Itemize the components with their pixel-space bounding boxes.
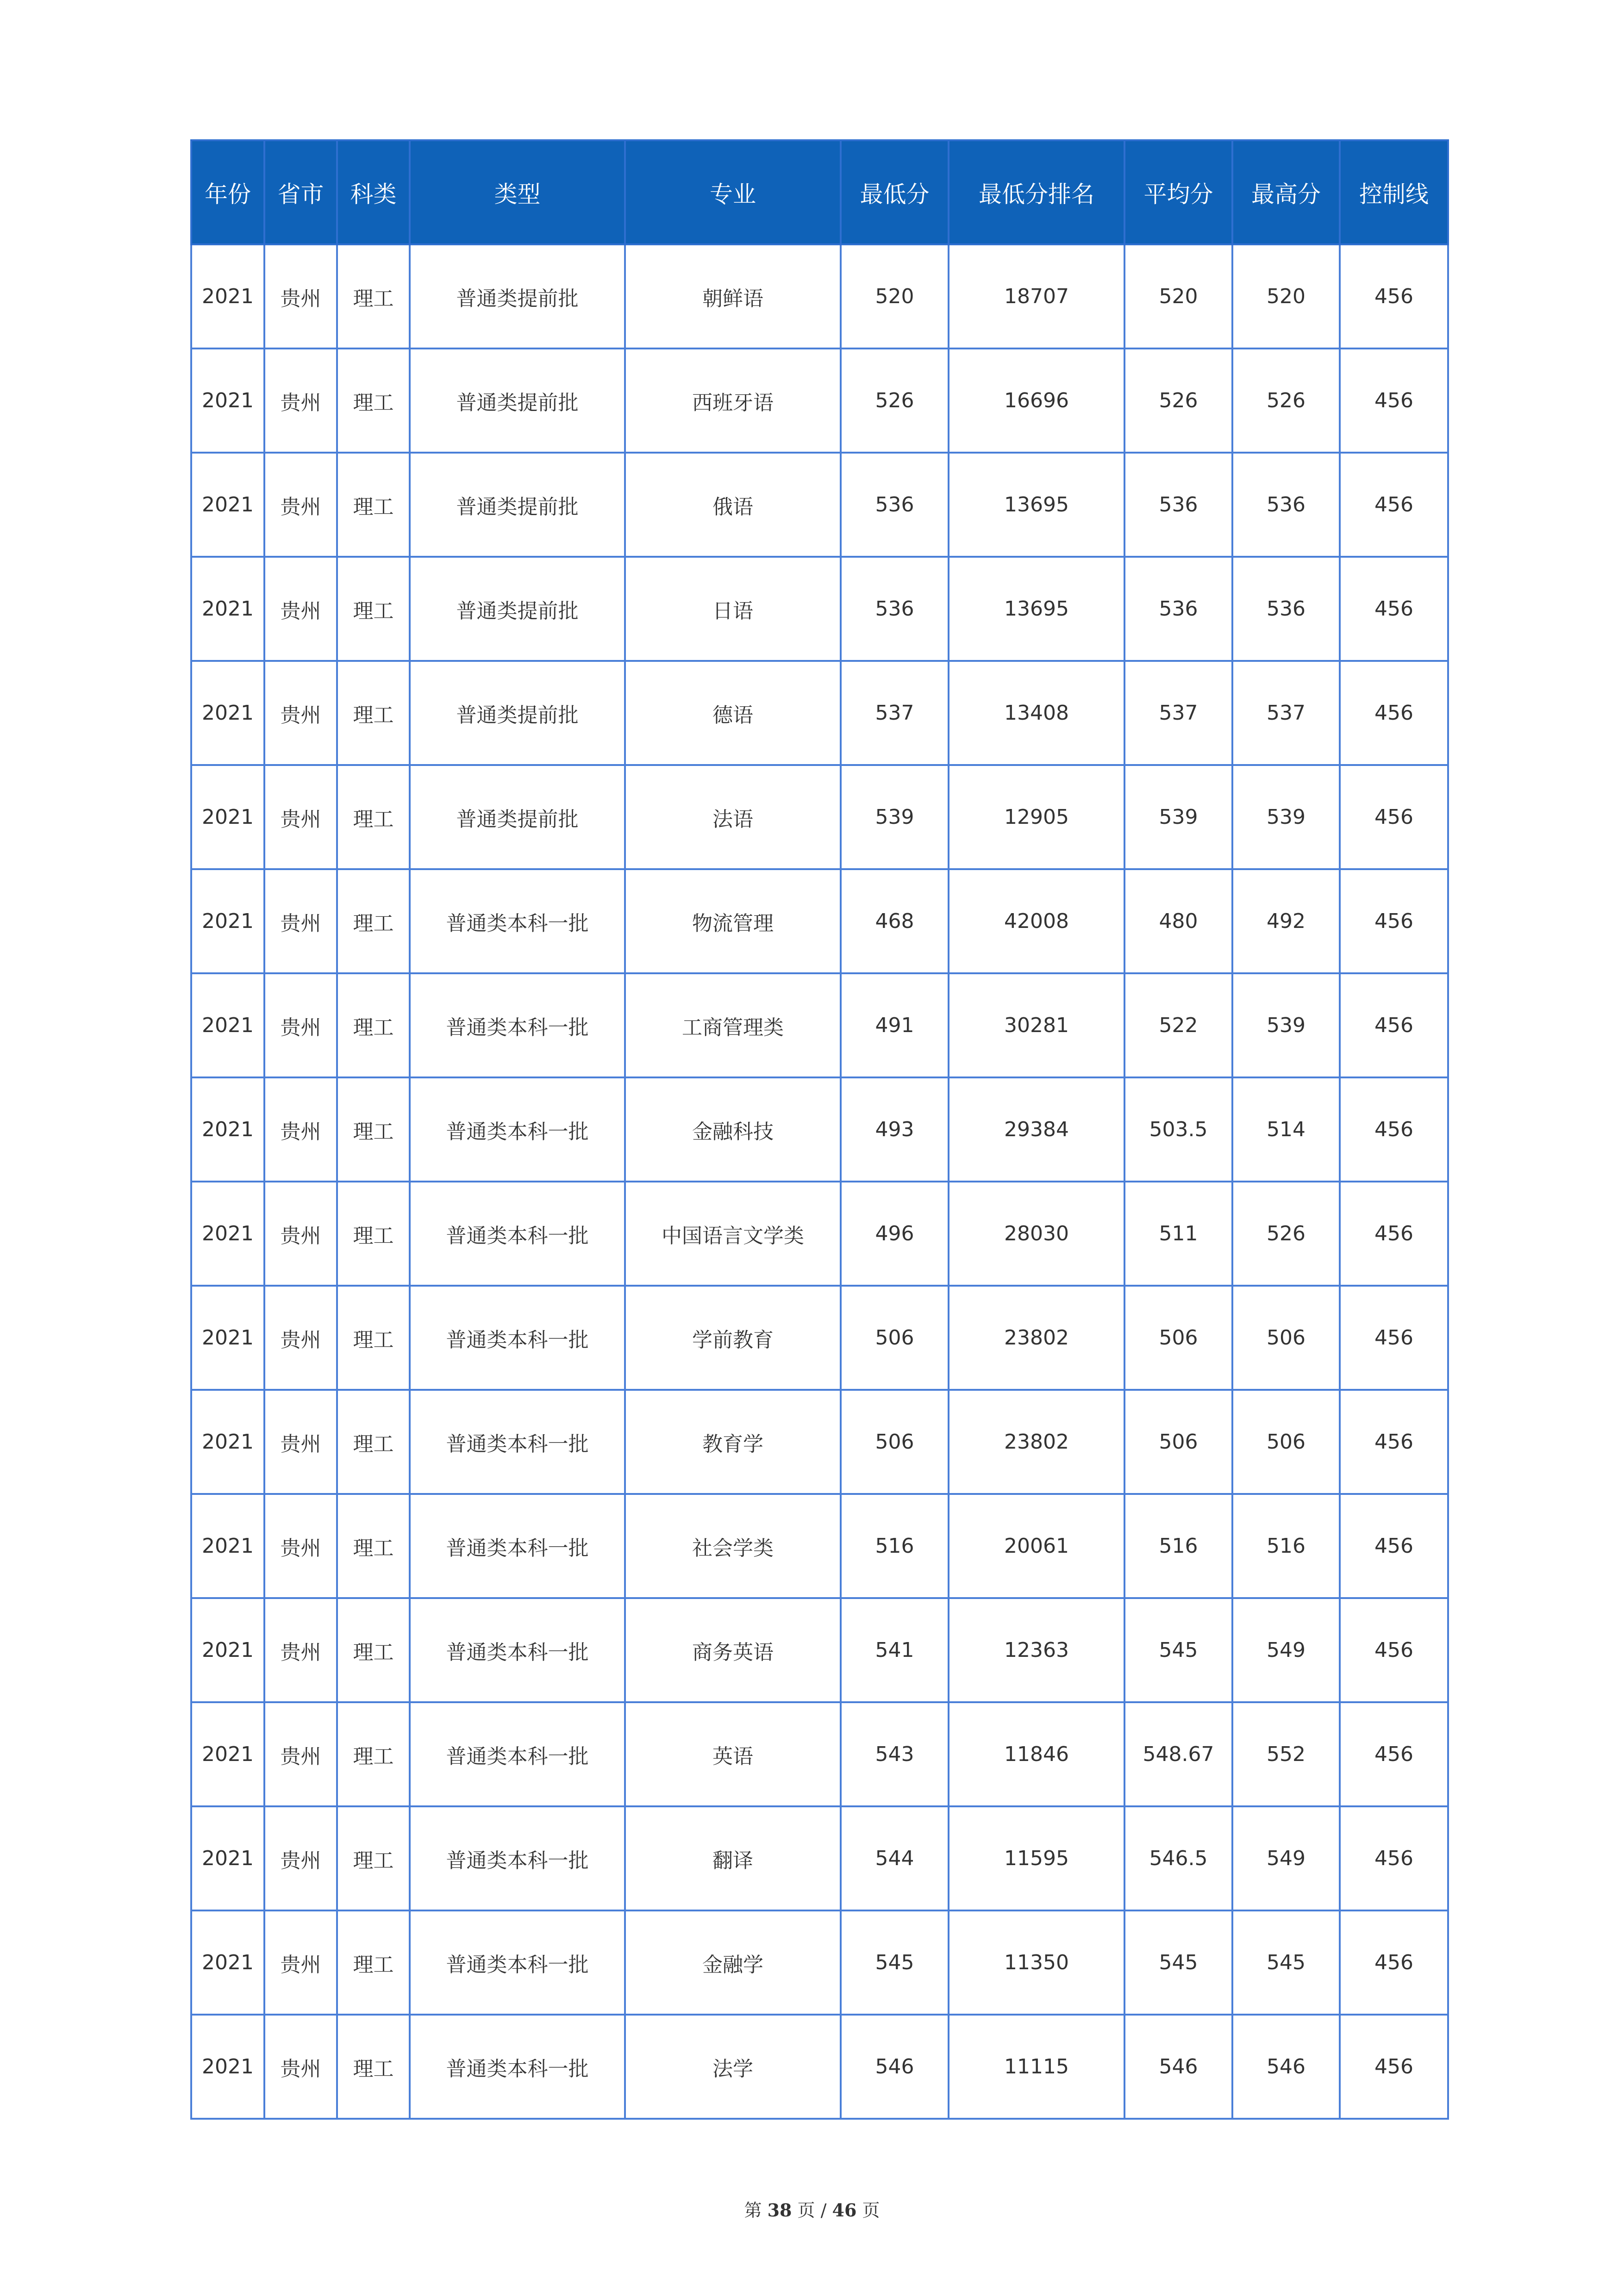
cell-min-rank: 11846	[949, 1702, 1124, 1806]
page-footer	[0, 2196, 1624, 2221]
header-control-line: 控制线	[1340, 140, 1448, 244]
cell-province: 贵州	[264, 453, 337, 557]
cell-min-score: 536	[841, 453, 949, 557]
cell-subject: 理工	[337, 973, 410, 1077]
cell-province: 贵州	[264, 973, 337, 1077]
cell-avg-score: 506	[1124, 1286, 1232, 1390]
table-row	[191, 661, 1448, 765]
footer-middle: 页 /	[797, 2200, 827, 2221]
cell-major: 学前教育	[625, 1286, 841, 1390]
cell-subject: 理工	[337, 1390, 410, 1494]
cell-year: 2021	[191, 1494, 264, 1598]
table-row	[191, 973, 1448, 1077]
cell-min-score: 537	[841, 661, 949, 765]
cell-subject: 理工	[337, 348, 410, 453]
cell-major: 西班牙语	[625, 348, 841, 453]
cell-min-rank: 11595	[949, 1806, 1124, 1910]
cell-province: 贵州	[264, 1598, 337, 1702]
header-avg-score: 平均分	[1124, 140, 1232, 244]
cell-control-line: 456	[1340, 765, 1448, 869]
cell-major: 教育学	[625, 1390, 841, 1494]
cell-type: 普通类本科一批	[410, 1598, 625, 1702]
cell-min-rank: 13408	[949, 661, 1124, 765]
cell-year: 2021	[191, 1702, 264, 1806]
cell-subject: 理工	[337, 2015, 410, 2119]
cell-province: 贵州	[264, 1910, 337, 2015]
cell-min-rank: 13695	[949, 453, 1124, 557]
cell-subject: 理工	[337, 453, 410, 557]
cell-province: 贵州	[264, 1182, 337, 1286]
cell-control-line: 456	[1340, 973, 1448, 1077]
cell-max-score: 549	[1232, 1598, 1340, 1702]
cell-major: 商务英语	[625, 1598, 841, 1702]
cell-avg-score: 545	[1124, 1598, 1232, 1702]
cell-control-line: 456	[1340, 1598, 1448, 1702]
cell-min-score: 496	[841, 1182, 949, 1286]
cell-major: 日语	[625, 557, 841, 661]
cell-min-rank: 29384	[949, 1077, 1124, 1182]
total-page-number: 46	[832, 2200, 857, 2221]
table-row	[191, 1077, 1448, 1182]
cell-province: 贵州	[264, 2015, 337, 2119]
table-row	[191, 1702, 1448, 1806]
cell-type: 普通类本科一批	[410, 1910, 625, 2015]
header-subject: 科类	[337, 140, 410, 244]
cell-max-score: 506	[1232, 1390, 1340, 1494]
cell-subject: 理工	[337, 661, 410, 765]
cell-min-rank: 23802	[949, 1286, 1124, 1390]
cell-year: 2021	[191, 348, 264, 453]
table-row	[191, 348, 1448, 453]
cell-avg-score: 546	[1124, 2015, 1232, 2119]
cell-subject: 理工	[337, 765, 410, 869]
cell-avg-score: 536	[1124, 453, 1232, 557]
cell-control-line: 456	[1340, 1806, 1448, 1910]
cell-avg-score: 511	[1124, 1182, 1232, 1286]
table-row	[191, 453, 1448, 557]
cell-max-score: 536	[1232, 557, 1340, 661]
header-min-score: 最低分	[841, 140, 949, 244]
header-max-score: 最高分	[1232, 140, 1340, 244]
cell-min-rank: 11350	[949, 1910, 1124, 2015]
header-type: 类型	[410, 140, 625, 244]
cell-year: 2021	[191, 1077, 264, 1182]
cell-year: 2021	[191, 453, 264, 557]
cell-max-score: 546	[1232, 2015, 1340, 2119]
cell-major: 金融科技	[625, 1077, 841, 1182]
cell-year: 2021	[191, 869, 264, 973]
cell-year: 2021	[191, 765, 264, 869]
cell-type: 普通类本科一批	[410, 1077, 625, 1182]
cell-subject: 理工	[337, 1702, 410, 1806]
cell-control-line: 456	[1340, 453, 1448, 557]
table-row	[191, 765, 1448, 869]
cell-type: 普通类本科一批	[410, 2015, 625, 2119]
cell-min-score: 544	[841, 1806, 949, 1910]
cell-max-score: 536	[1232, 453, 1340, 557]
table-header	[191, 140, 1448, 244]
table-row	[191, 869, 1448, 973]
table-body	[191, 244, 1448, 2119]
cell-avg-score: 522	[1124, 973, 1232, 1077]
cell-type: 普通类本科一批	[410, 1286, 625, 1390]
cell-type: 普通类本科一批	[410, 1390, 625, 1494]
cell-major: 金融学	[625, 1910, 841, 2015]
table-row	[191, 2015, 1448, 2119]
cell-min-score: 545	[841, 1910, 949, 2015]
cell-min-score: 520	[841, 244, 949, 348]
cell-min-rank: 30281	[949, 973, 1124, 1077]
cell-province: 贵州	[264, 557, 337, 661]
cell-year: 2021	[191, 1286, 264, 1390]
cell-province: 贵州	[264, 1806, 337, 1910]
cell-min-rank: 20061	[949, 1494, 1124, 1598]
table-row	[191, 1598, 1448, 1702]
cell-control-line: 456	[1340, 244, 1448, 348]
cell-avg-score: 503.5	[1124, 1077, 1232, 1182]
cell-type: 普通类提前批	[410, 557, 625, 661]
footer-prefix: 第	[744, 2200, 762, 2221]
cell-min-score: 491	[841, 973, 949, 1077]
cell-max-score: 552	[1232, 1702, 1340, 1806]
cell-avg-score: 516	[1124, 1494, 1232, 1598]
cell-major: 工商管理类	[625, 973, 841, 1077]
cell-min-score: 536	[841, 557, 949, 661]
cell-min-score: 493	[841, 1077, 949, 1182]
cell-max-score: 520	[1232, 244, 1340, 348]
cell-avg-score: 546.5	[1124, 1806, 1232, 1910]
cell-subject: 理工	[337, 244, 410, 348]
header-min-rank: 最低分排名	[949, 140, 1124, 244]
table-row	[191, 1494, 1448, 1598]
cell-province: 贵州	[264, 1286, 337, 1390]
cell-subject: 理工	[337, 869, 410, 973]
cell-year: 2021	[191, 1910, 264, 2015]
cell-type: 普通类本科一批	[410, 1494, 625, 1598]
cell-min-score: 539	[841, 765, 949, 869]
cell-province: 贵州	[264, 348, 337, 453]
cell-avg-score: 480	[1124, 869, 1232, 973]
cell-max-score: 514	[1232, 1077, 1340, 1182]
cell-subject: 理工	[337, 1182, 410, 1286]
cell-control-line: 456	[1340, 2015, 1448, 2119]
cell-avg-score: 548.67	[1124, 1702, 1232, 1806]
cell-year: 2021	[191, 2015, 264, 2119]
cell-avg-score: 539	[1124, 765, 1232, 869]
header-row	[191, 140, 1448, 244]
cell-major: 朝鲜语	[625, 244, 841, 348]
cell-control-line: 456	[1340, 1286, 1448, 1390]
cell-min-score: 506	[841, 1390, 949, 1494]
cell-min-rank: 16696	[949, 348, 1124, 453]
cell-max-score: 526	[1232, 348, 1340, 453]
cell-major: 英语	[625, 1702, 841, 1806]
cell-major: 法学	[625, 2015, 841, 2119]
cell-province: 贵州	[264, 1494, 337, 1598]
cell-max-score: 549	[1232, 1806, 1340, 1910]
cell-control-line: 456	[1340, 661, 1448, 765]
cell-max-score: 539	[1232, 765, 1340, 869]
cell-avg-score: 520	[1124, 244, 1232, 348]
cell-major: 德语	[625, 661, 841, 765]
cell-control-line: 456	[1340, 1077, 1448, 1182]
cell-year: 2021	[191, 244, 264, 348]
table-row	[191, 1182, 1448, 1286]
cell-year: 2021	[191, 557, 264, 661]
current-page-number: 38	[767, 2200, 792, 2221]
cell-min-score: 516	[841, 1494, 949, 1598]
cell-type: 普通类本科一批	[410, 1182, 625, 1286]
cell-subject: 理工	[337, 557, 410, 661]
cell-year: 2021	[191, 1806, 264, 1910]
cell-subject: 理工	[337, 1077, 410, 1182]
cell-min-score: 546	[841, 2015, 949, 2119]
cell-max-score: 506	[1232, 1286, 1340, 1390]
cell-type: 普通类提前批	[410, 244, 625, 348]
cell-control-line: 456	[1340, 1494, 1448, 1598]
cell-major: 中国语言文学类	[625, 1182, 841, 1286]
header-major: 专业	[625, 140, 841, 244]
cell-min-score: 526	[841, 348, 949, 453]
cell-year: 2021	[191, 1390, 264, 1494]
cell-subject: 理工	[337, 1494, 410, 1598]
cell-subject: 理工	[337, 1806, 410, 1910]
cell-max-score: 545	[1232, 1910, 1340, 2015]
cell-control-line: 456	[1340, 348, 1448, 453]
table-row	[191, 1910, 1448, 2015]
cell-major: 翻译	[625, 1806, 841, 1910]
cell-max-score: 516	[1232, 1494, 1340, 1598]
cell-province: 贵州	[264, 869, 337, 973]
cell-subject: 理工	[337, 1910, 410, 2015]
table-row	[191, 244, 1448, 348]
cell-province: 贵州	[264, 1702, 337, 1806]
cell-type: 普通类提前批	[410, 661, 625, 765]
cell-control-line: 456	[1340, 1702, 1448, 1806]
cell-type: 普通类本科一批	[410, 1702, 625, 1806]
admission-score-table	[190, 139, 1449, 2120]
cell-year: 2021	[191, 1598, 264, 1702]
cell-year: 2021	[191, 661, 264, 765]
table-row	[191, 1390, 1448, 1494]
cell-type: 普通类提前批	[410, 348, 625, 453]
cell-province: 贵州	[264, 244, 337, 348]
cell-control-line: 456	[1340, 557, 1448, 661]
cell-major: 物流管理	[625, 869, 841, 973]
cell-type: 普通类本科一批	[410, 1806, 625, 1910]
cell-avg-score: 526	[1124, 348, 1232, 453]
header-province: 省市	[264, 140, 337, 244]
cell-subject: 理工	[337, 1286, 410, 1390]
table-row	[191, 557, 1448, 661]
table-row	[191, 1286, 1448, 1390]
cell-year: 2021	[191, 973, 264, 1077]
cell-max-score: 492	[1232, 869, 1340, 973]
cell-type: 普通类提前批	[410, 453, 625, 557]
cell-type: 普通类本科一批	[410, 869, 625, 973]
cell-max-score: 537	[1232, 661, 1340, 765]
cell-min-rank: 13695	[949, 557, 1124, 661]
cell-min-rank: 23802	[949, 1390, 1124, 1494]
cell-control-line: 456	[1340, 1390, 1448, 1494]
cell-major: 法语	[625, 765, 841, 869]
table-row	[191, 1806, 1448, 1910]
cell-max-score: 539	[1232, 973, 1340, 1077]
cell-control-line: 456	[1340, 1910, 1448, 2015]
cell-min-rank: 42008	[949, 869, 1124, 973]
cell-province: 贵州	[264, 661, 337, 765]
cell-control-line: 456	[1340, 1182, 1448, 1286]
cell-avg-score: 536	[1124, 557, 1232, 661]
cell-type: 普通类本科一批	[410, 973, 625, 1077]
cell-min-rank: 12905	[949, 765, 1124, 869]
cell-min-score: 541	[841, 1598, 949, 1702]
cell-min-score: 468	[841, 869, 949, 973]
cell-major: 社会学类	[625, 1494, 841, 1598]
cell-control-line: 456	[1340, 869, 1448, 973]
cell-province: 贵州	[264, 765, 337, 869]
cell-province: 贵州	[264, 1390, 337, 1494]
cell-avg-score: 506	[1124, 1390, 1232, 1494]
cell-year: 2021	[191, 1182, 264, 1286]
cell-max-score: 526	[1232, 1182, 1340, 1286]
cell-min-score: 506	[841, 1286, 949, 1390]
cell-min-score: 543	[841, 1702, 949, 1806]
header-year: 年份	[191, 140, 264, 244]
cell-avg-score: 545	[1124, 1910, 1232, 2015]
cell-min-rank: 28030	[949, 1182, 1124, 1286]
footer-suffix: 页	[862, 2200, 880, 2221]
cell-major: 俄语	[625, 453, 841, 557]
cell-subject: 理工	[337, 1598, 410, 1702]
cell-avg-score: 537	[1124, 661, 1232, 765]
cell-min-rank: 11115	[949, 2015, 1124, 2119]
cell-min-rank: 18707	[949, 244, 1124, 348]
cell-type: 普通类提前批	[410, 765, 625, 869]
cell-province: 贵州	[264, 1077, 337, 1182]
cell-min-rank: 12363	[949, 1598, 1124, 1702]
